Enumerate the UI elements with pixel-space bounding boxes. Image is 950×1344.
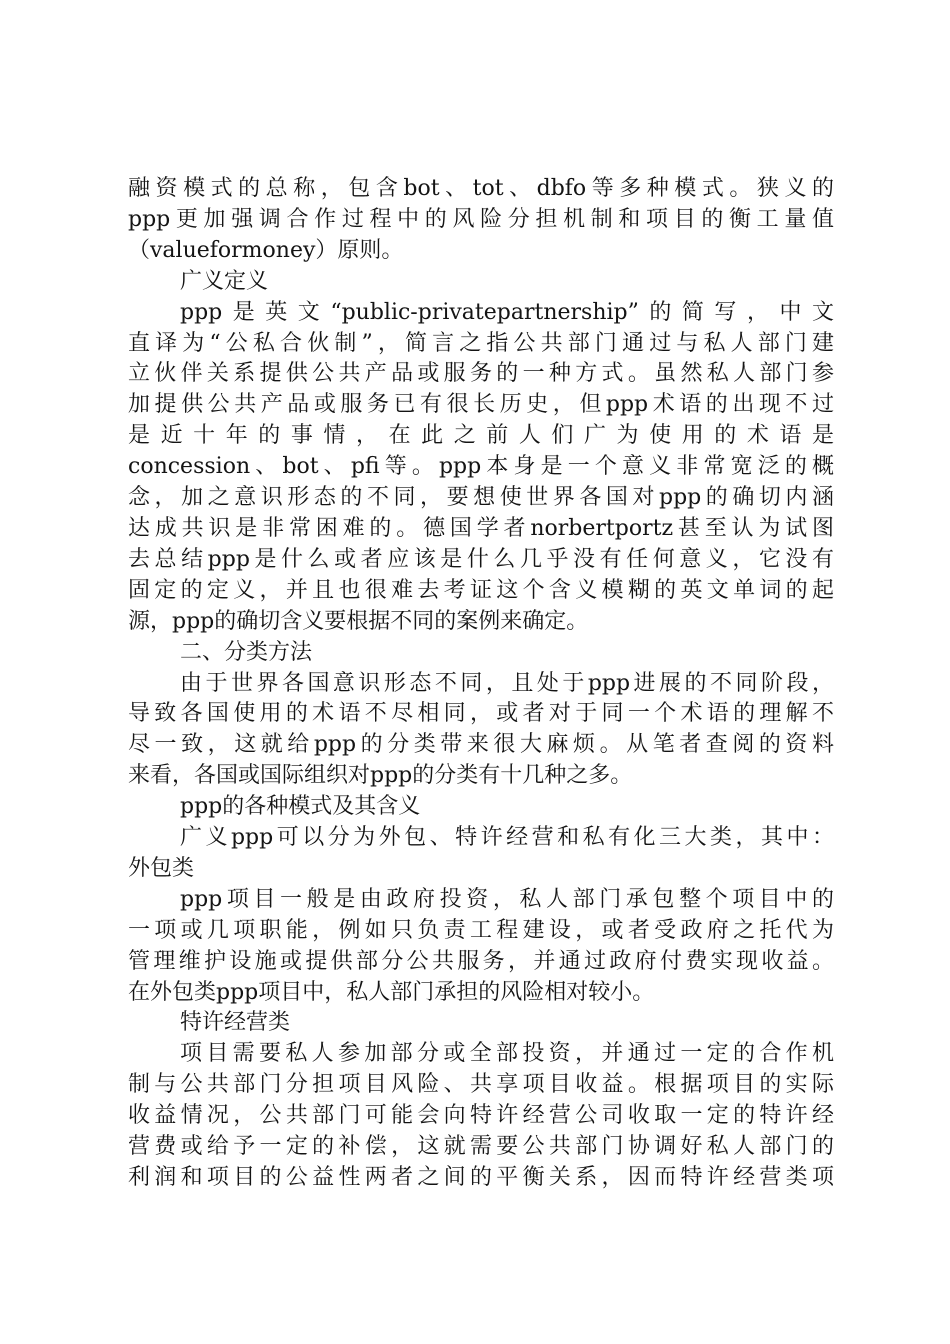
text-line: ppp更加强调合作过程中的风险分担机制和项目的衡工量值 xyxy=(128,206,834,232)
text-line: ppp的各种模式及其含义 xyxy=(180,794,421,820)
text-line: 收益情况，公共部门可能会向特许经营公司收取一定的特许经 xyxy=(128,1103,834,1129)
text-line: ppp是英文“public-privatepartnership”的简写，中文 xyxy=(180,299,834,325)
text-line: 去总结ppp是什么或者应该是什么几乎没有任何意义，它没有 xyxy=(128,546,834,572)
text-line: 来看，各国或国际组织对ppp的分类有十几种之多。 xyxy=(128,763,633,789)
text-line: 导致各国使用的术语不尽相同，或者对于同一个术语的理解不 xyxy=(128,701,834,727)
text-line: 二、分类方法 xyxy=(180,639,313,665)
text-line: 源，ppp的确切含义要根据不同的案例来确定。 xyxy=(128,608,589,634)
text-line: 达成共识是非常困难的。德国学者norbertportz甚至认为试图 xyxy=(128,515,834,541)
text-line: 是近十年的事情，在此之前人们广为使用的术语是 xyxy=(128,423,834,449)
document-body xyxy=(128,174,834,1194)
text-line: 外包类 xyxy=(128,855,195,881)
text-line: 项目需要私人参加部分或全部投资，并通过一定的合作机 xyxy=(180,1041,834,1067)
text-line: 管理维护设施或提供部分公共服务，并通过政府付费实现收益。 xyxy=(128,948,834,974)
text-line: 加提供公共产品或服务已有很长历史，但ppp术语的出现不过 xyxy=(128,392,834,418)
text-line: 在外包类ppp项目中，私人部门承担的风险相对较小。 xyxy=(128,979,655,1005)
text-line: 制与公共部门分担项目风险、共享项目收益。根据项目的实际 xyxy=(128,1072,834,1098)
text-line: concession、bot、pfi等。ppp本身是一个意义非常宽泛的概 xyxy=(128,454,834,480)
text-line: 尽一致，这就给ppp的分类带来很大麻烦。从笔者查阅的资料 xyxy=(128,732,834,758)
text-line: 直译为“公私合伙制”，简言之指公共部门通过与私人部门建 xyxy=(128,330,834,356)
text-line: 特许经营类 xyxy=(180,1010,291,1036)
text-line: 融资模式的总称，包含bot、tot、dbfo等多种模式。狭义的 xyxy=(128,176,834,201)
text-line: 广义定义 xyxy=(180,268,269,294)
text-line: 利润和项目的公益性两者之间的平衡关系，因而特许经营类项 xyxy=(128,1165,834,1190)
text-line: 广义ppp可以分为外包、特许经营和私有化三大类，其中： xyxy=(180,825,834,851)
text-line: 念，加之意识形态的不同，要想使世界各国对ppp的确切内涵 xyxy=(128,485,834,511)
text-line: 一项或几项职能，例如只负责工程建设，或者受政府之托代为 xyxy=(128,917,834,943)
text-line: （valueformoney）原则。 xyxy=(128,237,404,263)
text-line: ppp项目一般是由政府投资，私人部门承包整个项目中的 xyxy=(180,886,834,912)
text-line: 固定的定义，并且也很难去考证这个含义模糊的英文单词的起 xyxy=(128,577,834,603)
text-line: 立伙伴关系提供公共产品或服务的一种方式。虽然私人部门参 xyxy=(128,361,834,387)
text-line: 营费或给予一定的补偿，这就需要公共部门协调好私人部门的 xyxy=(128,1134,834,1160)
text-line: 由于世界各国意识形态不同，且处于ppp进展的不同阶段， xyxy=(180,670,834,696)
